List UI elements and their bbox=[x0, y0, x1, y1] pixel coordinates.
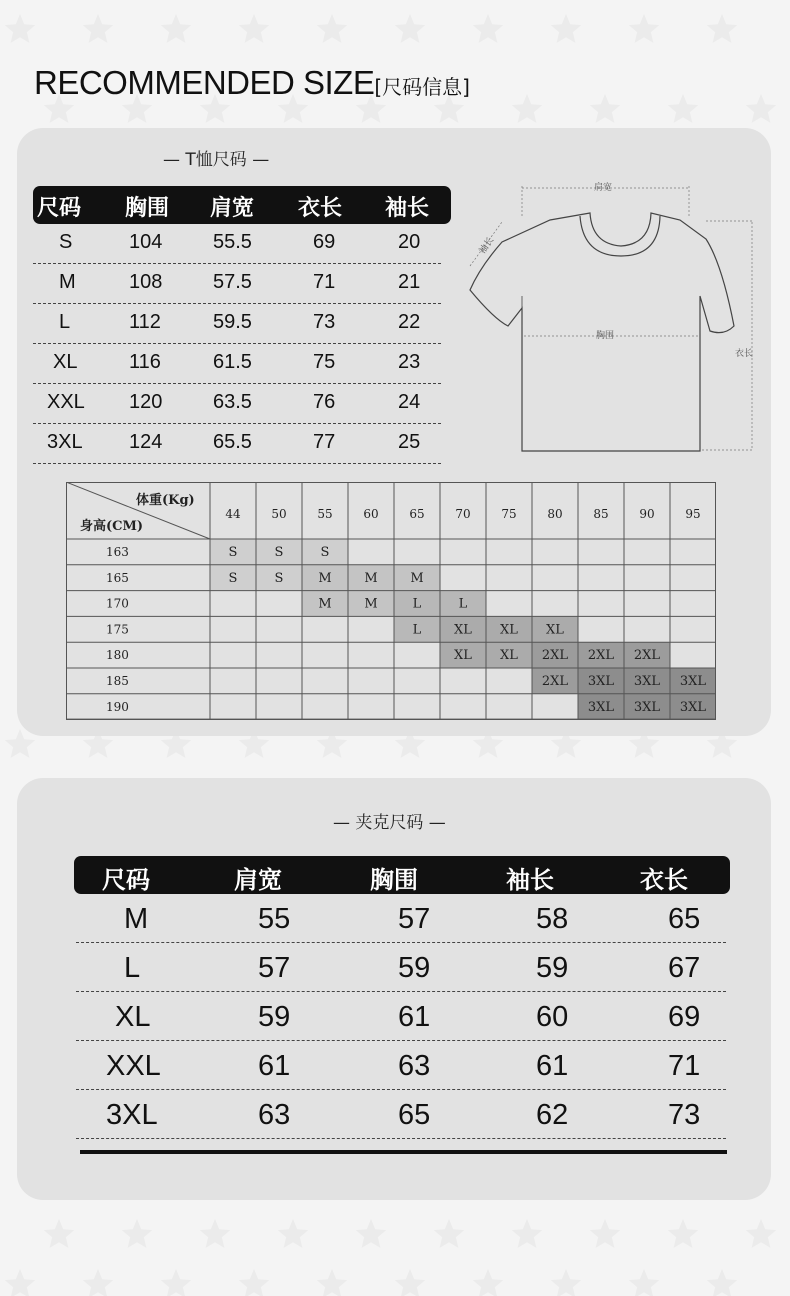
tshirt-cell: 57.5 bbox=[213, 271, 252, 293]
tshirt-cell: XL bbox=[53, 351, 78, 373]
weight-tick: 60 bbox=[363, 507, 379, 521]
size-cell-label: XL bbox=[500, 648, 518, 664]
tshirt-table-row bbox=[33, 384, 441, 424]
size-cell-label: 2XL bbox=[633, 648, 661, 664]
tshirt-cell: 120 bbox=[129, 391, 163, 413]
size-cell-label: 3XL bbox=[679, 699, 707, 715]
tshirt-cell: 73 bbox=[313, 311, 336, 333]
background-star-icon bbox=[239, 1269, 269, 1296]
jacket-table-row bbox=[76, 894, 726, 943]
shirt-collar bbox=[580, 216, 660, 256]
weight-tick: 44 bbox=[225, 507, 241, 521]
tshirt-cell: 63.5 bbox=[213, 391, 252, 413]
tshirt-header-cell: 衣长 bbox=[298, 196, 343, 221]
size-cell-label: XL bbox=[500, 622, 518, 638]
jacket-header-cell: 肩宽 bbox=[234, 866, 282, 894]
label-length: 衣长 bbox=[735, 349, 754, 359]
tshirt-table-row bbox=[33, 224, 441, 264]
background-star-icon bbox=[317, 1269, 347, 1296]
weight-tick: 70 bbox=[455, 507, 471, 521]
size-cell-label: 2XL bbox=[587, 648, 615, 664]
size-cell-label: S bbox=[274, 545, 284, 560]
jacket-cell: XL bbox=[115, 1001, 151, 1033]
background-star-icon bbox=[161, 1269, 191, 1296]
tshirt-cell: 61.5 bbox=[213, 351, 252, 373]
label-sleeve: 袖长 bbox=[477, 235, 497, 257]
background-star-icon bbox=[590, 1219, 620, 1248]
tshirt-header-cell: 袖长 bbox=[385, 196, 430, 221]
jacket-cell: 59 bbox=[536, 952, 569, 984]
jacket-header-cell: 尺码 bbox=[102, 866, 150, 894]
background-star-icon bbox=[239, 14, 269, 43]
size-cell-label: M bbox=[410, 570, 424, 586]
tshirt-cell: 3XL bbox=[47, 431, 83, 453]
jacket-cell: 3XL bbox=[106, 1099, 158, 1131]
tshirt-table-row bbox=[33, 424, 441, 464]
jacket-cell: 63 bbox=[258, 1099, 291, 1131]
tshirt-cell: M bbox=[59, 271, 76, 293]
tshirt-cell: 65.5 bbox=[213, 431, 252, 453]
tshirt-cell: 112 bbox=[129, 311, 161, 333]
tshirt-table-header bbox=[33, 186, 451, 224]
size-cell-label: M bbox=[318, 596, 332, 612]
background-star-icon bbox=[83, 1269, 113, 1296]
tshirt-cell: 21 bbox=[398, 271, 421, 293]
size-cell-label: 3XL bbox=[633, 674, 661, 689]
size-cell-label: S bbox=[320, 545, 330, 560]
jacket-section-title: — 夹克尺码 — bbox=[333, 813, 446, 833]
jacket-cell: 57 bbox=[258, 952, 291, 984]
weight-height-size-grid bbox=[66, 482, 716, 720]
background-star-icon bbox=[44, 1219, 74, 1248]
jacket-table-row bbox=[76, 1041, 726, 1090]
background-star-icon bbox=[512, 94, 542, 123]
jacket-cell: 65 bbox=[398, 1099, 431, 1131]
background-star-icon bbox=[200, 1219, 230, 1248]
tshirt-cell: XXL bbox=[47, 391, 85, 413]
tshirt-cell: 75 bbox=[313, 351, 336, 373]
tshirt-cell: 24 bbox=[398, 391, 421, 413]
tshirt-cell: S bbox=[59, 231, 73, 253]
jacket-cell: 58 bbox=[536, 903, 569, 935]
jacket-cell: 55 bbox=[258, 903, 291, 935]
tshirt-cell: 55.5 bbox=[213, 231, 252, 253]
heading-main: RECOMMENDED SIZE bbox=[34, 64, 375, 101]
tshirt-table-row bbox=[33, 344, 441, 384]
tshirt-measurement-diagram bbox=[462, 176, 762, 461]
jacket-cell: 59 bbox=[398, 952, 431, 984]
weight-tick: 55 bbox=[317, 507, 333, 521]
jacket-table-row bbox=[76, 943, 726, 992]
size-cell-label: L bbox=[412, 622, 422, 638]
height-tick: 170 bbox=[106, 596, 129, 611]
jacket-table-bottom-rule bbox=[80, 1150, 727, 1154]
jacket-cell: 67 bbox=[668, 952, 701, 984]
background-star-icon bbox=[5, 14, 35, 43]
weight-tick: 50 bbox=[271, 507, 287, 521]
jacket-cell: 61 bbox=[258, 1050, 291, 1082]
height-tick: 163 bbox=[106, 545, 129, 559]
size-cell-label: XL bbox=[454, 622, 472, 638]
tshirt-cell: 69 bbox=[313, 231, 336, 253]
background-star-icon bbox=[356, 1219, 386, 1248]
jacket-cell: 61 bbox=[398, 1001, 431, 1033]
background-star-icon bbox=[707, 14, 737, 43]
jacket-cell: 59 bbox=[258, 1001, 291, 1033]
jacket-size-table bbox=[74, 856, 730, 1139]
tshirt-cell: 77 bbox=[313, 431, 336, 453]
tshirt-cell: 116 bbox=[129, 351, 161, 373]
jacket-header-cell: 衣长 bbox=[640, 866, 688, 894]
size-cell-label: M bbox=[318, 570, 332, 586]
weight-tick: 85 bbox=[593, 507, 609, 521]
size-cell-label: L bbox=[412, 596, 422, 612]
jacket-cell: L bbox=[124, 952, 141, 984]
background-star-icon bbox=[278, 1219, 308, 1248]
size-cell-label: 3XL bbox=[587, 699, 615, 715]
height-tick: 180 bbox=[106, 648, 129, 663]
tshirt-cell: 20 bbox=[398, 231, 421, 253]
tshirt-size-table bbox=[33, 186, 451, 464]
tshirt-cell: 59.5 bbox=[213, 311, 252, 333]
tshirt-table-row bbox=[33, 304, 441, 344]
weight-tick: 95 bbox=[685, 507, 701, 521]
height-tick: 175 bbox=[106, 622, 129, 637]
tshirt-header-cell: 尺码 bbox=[37, 196, 82, 221]
weight-tick: 80 bbox=[547, 507, 563, 521]
size-cell-label: S bbox=[274, 570, 284, 586]
tshirt-cell: 22 bbox=[398, 311, 421, 333]
tshirt-header-cell: 胸围 bbox=[125, 196, 170, 221]
tshirt-section-title: — T恤尺码 — bbox=[163, 150, 270, 170]
weight-tick: 90 bbox=[639, 507, 655, 521]
height-axis-label: 身高(CM) bbox=[80, 519, 144, 534]
jacket-table-row bbox=[76, 992, 726, 1041]
label-chest: 胸围 bbox=[596, 331, 615, 341]
background-star-icon bbox=[395, 1269, 425, 1296]
size-cell-label: L bbox=[458, 596, 468, 612]
tshirt-cell: 104 bbox=[129, 231, 163, 253]
size-cell-label: 2XL bbox=[541, 674, 569, 689]
tshirt-cell: 71 bbox=[313, 271, 336, 293]
background-star-icon bbox=[668, 1219, 698, 1248]
size-cell-label: M bbox=[364, 596, 378, 612]
heading-sub: [尺码信息] bbox=[374, 75, 470, 99]
jacket-cell: 71 bbox=[668, 1050, 701, 1082]
size-cell-label: 2XL bbox=[541, 648, 569, 664]
background-star-icon bbox=[434, 1219, 464, 1248]
background-star-icon bbox=[317, 14, 347, 43]
jacket-header-cell: 胸围 bbox=[370, 866, 418, 894]
background-star-icon bbox=[5, 1269, 35, 1296]
height-tick: 165 bbox=[106, 570, 129, 585]
size-cell-label: 3XL bbox=[633, 699, 661, 715]
tshirt-cell: 108 bbox=[129, 271, 163, 293]
jacket-header-cell: 袖长 bbox=[506, 866, 554, 894]
jacket-cell: 62 bbox=[536, 1099, 569, 1131]
height-tick: 185 bbox=[106, 674, 129, 688]
background-star-icon bbox=[590, 94, 620, 123]
background-star-icon bbox=[551, 1269, 581, 1296]
background-star-icon bbox=[629, 14, 659, 43]
background-star-icon bbox=[746, 94, 776, 123]
weight-tick: 65 bbox=[409, 507, 425, 521]
size-cell-label: M bbox=[364, 570, 378, 586]
tshirt-cell: 76 bbox=[313, 391, 336, 413]
jacket-cell: 57 bbox=[398, 903, 431, 935]
background-star-icon bbox=[161, 14, 191, 43]
jacket-cell: 69 bbox=[668, 1001, 701, 1033]
size-cell-label: XL bbox=[454, 648, 472, 664]
tshirt-header-cell: 肩宽 bbox=[210, 196, 255, 221]
size-cell-label: XL bbox=[546, 622, 564, 638]
size-cell-label: S bbox=[228, 570, 238, 586]
size-cell-label: S bbox=[228, 545, 238, 560]
label-shoulder-width: 肩宽 bbox=[594, 183, 613, 193]
tshirt-cell: 124 bbox=[129, 431, 163, 453]
jacket-cell: 65 bbox=[668, 903, 701, 935]
height-tick: 190 bbox=[106, 699, 129, 714]
background-star-icon bbox=[746, 1219, 776, 1248]
page-heading bbox=[34, 64, 470, 102]
size-cell-label: 3XL bbox=[679, 674, 707, 689]
background-star-icon bbox=[473, 14, 503, 43]
weight-axis-label: 体重(Kg) bbox=[136, 493, 195, 508]
background-star-icon bbox=[551, 14, 581, 43]
jacket-cell: 60 bbox=[536, 1001, 569, 1033]
jacket-cell: XXL bbox=[106, 1050, 161, 1082]
size-cell-label: 3XL bbox=[587, 674, 615, 689]
tshirt-cell: 25 bbox=[398, 431, 421, 453]
tshirt-cell: L bbox=[59, 311, 71, 333]
background-star-icon bbox=[512, 1219, 542, 1248]
tshirt-table-row bbox=[33, 264, 441, 304]
background-star-icon bbox=[629, 1269, 659, 1296]
jacket-cell: M bbox=[124, 903, 149, 935]
background-star-icon bbox=[122, 1219, 152, 1248]
background-star-icon bbox=[473, 1269, 503, 1296]
jacket-cell: 61 bbox=[536, 1050, 569, 1082]
background-star-icon bbox=[668, 94, 698, 123]
background-star-icon bbox=[707, 1269, 737, 1296]
background-star-icon bbox=[395, 14, 425, 43]
weight-tick: 75 bbox=[501, 507, 517, 521]
background-star-icon bbox=[83, 14, 113, 43]
jacket-table-header bbox=[74, 856, 730, 894]
jacket-table-row bbox=[76, 1090, 726, 1139]
tshirt-cell: 23 bbox=[398, 351, 421, 373]
jacket-cell: 63 bbox=[398, 1050, 431, 1082]
jacket-cell: 73 bbox=[668, 1099, 701, 1131]
